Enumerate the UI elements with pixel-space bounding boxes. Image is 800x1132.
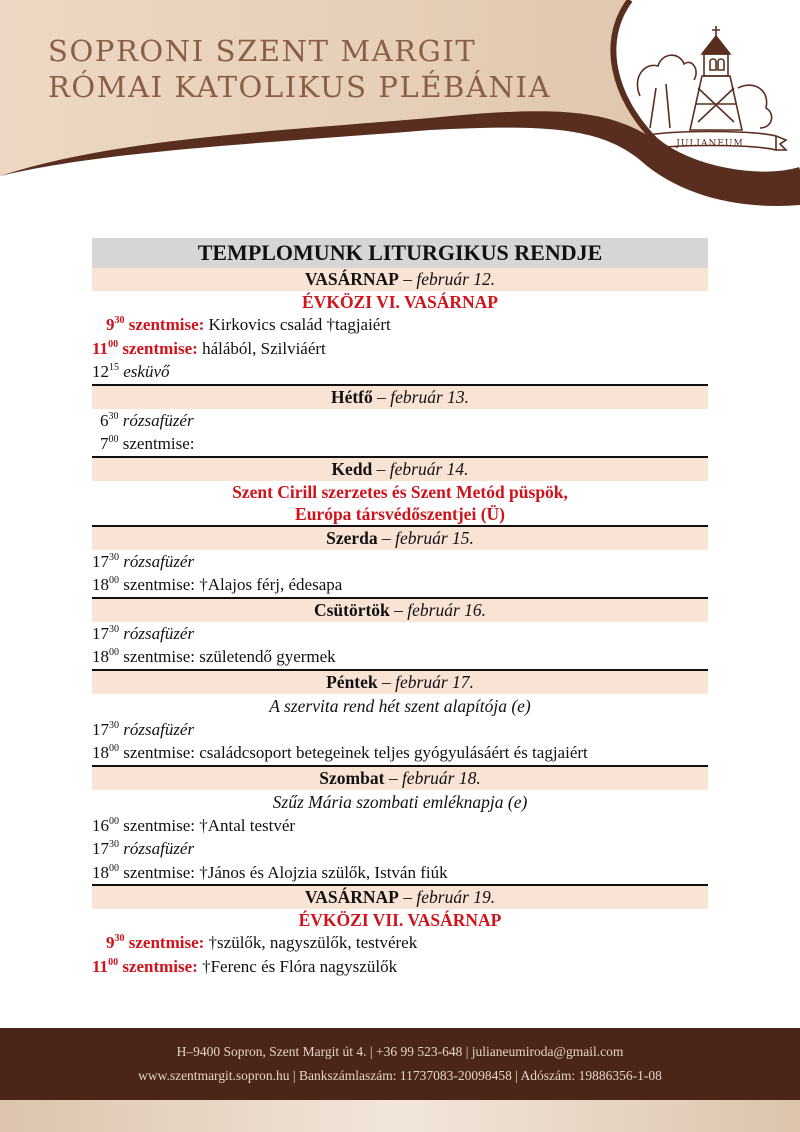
- memorial-note: A szervita rend hét szent alapítója (e): [269, 695, 531, 716]
- entry-hour: 18: [92, 575, 109, 594]
- entry-text: szentmise:: [118, 434, 195, 453]
- entry-time: [92, 362, 119, 381]
- entry-minute: 00: [108, 956, 119, 968]
- entry-text: rózsafüzér: [119, 551, 195, 571]
- entry-time: [106, 933, 125, 952]
- entry-minute: 00: [109, 862, 119, 874]
- entry-time: [92, 743, 119, 762]
- day-header: [92, 268, 708, 291]
- entry-hour: 18: [92, 647, 109, 666]
- footer-bar: [0, 1028, 800, 1100]
- schedule-entry: [92, 741, 708, 765]
- entry-time: [100, 434, 119, 453]
- entry-label: szentmise:: [118, 338, 198, 358]
- entry-text: †szülők, nagyszülők, testvérek: [204, 933, 418, 952]
- feast-title: Szent Cirill szerzetes és Szent Metód püspök,: [232, 481, 568, 502]
- entry-text: †Ferenc és Flóra nagyszülők: [197, 956, 398, 976]
- entry-minute: 30: [114, 315, 125, 326]
- schedule-entry: [92, 622, 708, 646]
- day-header: [92, 765, 708, 790]
- memorial-note: Szűz Mária szombati emléknapja (e): [272, 791, 528, 812]
- feast-title: ÉVKÖZI VII. VASÁRNAP: [298, 910, 502, 930]
- day-name: VASÁRNAP: [304, 887, 399, 907]
- entry-label: szentmise:: [124, 315, 205, 334]
- day-date: – február 13.: [372, 386, 470, 407]
- liturgy-schedule: [92, 238, 708, 978]
- entry-minute: 15: [109, 362, 119, 373]
- entry-time: [106, 315, 125, 334]
- entry-hour: 11: [92, 338, 109, 358]
- entry-hour: 9: [106, 315, 115, 334]
- schedule-entry: [92, 337, 708, 361]
- footer-strip: [0, 1100, 800, 1132]
- schedule-entry: [92, 718, 708, 742]
- entry-time: [92, 552, 119, 571]
- footer-bank-line: www.szentmargit.sopron.hu | Bankszámlaszám: 11737083-20098458 | Adószám: 19886356-1-08: [138, 1068, 662, 1083]
- entry-time: [92, 720, 119, 739]
- entry-hour: 17: [92, 623, 109, 643]
- entry-hour: 18: [92, 743, 109, 762]
- belfry-logo-icon: [630, 18, 790, 168]
- entry-minute: 00: [109, 575, 119, 586]
- entry-time: [92, 624, 119, 643]
- schedule-entry: [92, 432, 708, 456]
- entry-hour: 7: [100, 434, 109, 453]
- day-date: – február 12.: [398, 269, 496, 289]
- entry-hour: 11: [92, 956, 109, 976]
- entry-text: hálából, Szilviáért: [197, 338, 326, 358]
- schedule-entry: [92, 861, 708, 885]
- entry-minute: 00: [108, 434, 119, 445]
- day-name: Péntek: [326, 671, 378, 692]
- entry-time: [92, 647, 119, 666]
- entry-text: szentmise: családcsoport betegeinek teljes gyógyulásáért és tagjaiért: [119, 743, 588, 762]
- entry-hour: 6: [100, 410, 109, 430]
- entry-text: szentmise: †János és Alojzia szülők, István fiúk: [119, 862, 448, 882]
- entry-minute: 30: [114, 933, 125, 944]
- entry-label: szentmise:: [124, 933, 205, 952]
- entry-hour: 17: [92, 839, 109, 858]
- day-header: [92, 597, 708, 622]
- entry-time: [92, 957, 118, 976]
- schedule-entry: [92, 360, 708, 384]
- entry-time: [92, 339, 118, 358]
- schedule-entry: [92, 931, 708, 955]
- day-date: – február 14.: [372, 458, 469, 479]
- day-name: VASÁRNAP: [304, 269, 399, 289]
- day-date: – február 16.: [389, 599, 487, 620]
- entry-minute: 30: [108, 410, 119, 422]
- entry-label: szentmise:: [118, 956, 198, 976]
- entry-minute: 00: [108, 338, 119, 350]
- entry-text: szentmise: †Antal testvér: [119, 815, 296, 835]
- day-date: – február 17.: [377, 671, 474, 692]
- schedule-entry: [92, 955, 708, 979]
- entry-minute: 00: [109, 743, 119, 754]
- day-name: Hétfő: [330, 386, 373, 407]
- entry-text: rózsafüzér: [119, 719, 195, 739]
- schedule-entry: [92, 313, 708, 337]
- schedule-heading: TEMPLOMUNK LITURGIKUS RENDJE: [92, 238, 708, 268]
- day-name: Szombat: [319, 767, 385, 788]
- entry-minute: 30: [109, 839, 119, 850]
- entry-hour: 9: [106, 933, 115, 952]
- entry-time: [92, 575, 119, 594]
- day-header: [92, 525, 708, 550]
- entry-time: [100, 411, 119, 430]
- day-date: – február 18.: [384, 767, 481, 788]
- feast-title: ÉVKÖZI VI. VASÁRNAP: [302, 292, 498, 312]
- day-header: [92, 456, 708, 481]
- schedule-entry: [92, 645, 708, 669]
- schedule-entry: [92, 550, 708, 574]
- entry-text: rózsafüzér: [119, 839, 195, 858]
- parish-title-line1: SOPRONI SZENT MARGIT: [48, 34, 477, 68]
- feast-title: Európa társvédőszentjei (Ü): [295, 503, 505, 524]
- entry-text: szentmise: †Alajos férj, édesapa: [119, 575, 343, 594]
- entry-minute: 30: [109, 551, 119, 563]
- day-header: [92, 669, 708, 694]
- parish-title-line2: RÓMAI KATOLIKUS PLÉBÁNIA: [48, 70, 552, 104]
- day-name: Kedd: [331, 458, 373, 479]
- entry-text: rózsafüzér: [119, 623, 195, 643]
- entry-text: esküvő: [119, 362, 170, 381]
- logo-banner-text: JULIANEUM: [676, 139, 744, 149]
- entry-time: [92, 839, 119, 858]
- entry-hour: 17: [92, 719, 109, 739]
- entry-hour: 12: [92, 362, 109, 381]
- schedule-entry: [92, 573, 708, 597]
- day-date: – február 15.: [377, 527, 474, 548]
- entry-minute: 30: [109, 719, 119, 731]
- day-name: Szerda: [326, 527, 378, 548]
- entry-time: [92, 816, 119, 835]
- entry-hour: 17: [92, 551, 109, 571]
- entry-minute: 00: [109, 815, 119, 827]
- day-header: [92, 884, 708, 909]
- footer-contact-line: H–9400 Sopron, Szent Margit út 4. | +36 99 523-648 | julianeumiroda@gmail.com: [176, 1044, 624, 1059]
- day-date: – február 19.: [398, 887, 496, 907]
- entry-text: Kirkovics család †tagjaiért: [204, 315, 391, 334]
- entry-minute: 30: [109, 623, 119, 635]
- entry-time: [92, 863, 119, 882]
- entry-text: szentmise: születendő gyermek: [119, 647, 336, 666]
- schedule-entry: [92, 814, 708, 838]
- entry-minute: 00: [109, 647, 119, 658]
- schedule-days: [92, 268, 708, 978]
- schedule-entry: [92, 837, 708, 861]
- entry-hour: 18: [92, 862, 109, 882]
- entry-hour: 16: [92, 815, 109, 835]
- entry-text: rózsafüzér: [118, 410, 194, 430]
- day-name: Csütörtök: [313, 599, 390, 620]
- day-header: [92, 384, 708, 409]
- schedule-entry: [92, 409, 708, 433]
